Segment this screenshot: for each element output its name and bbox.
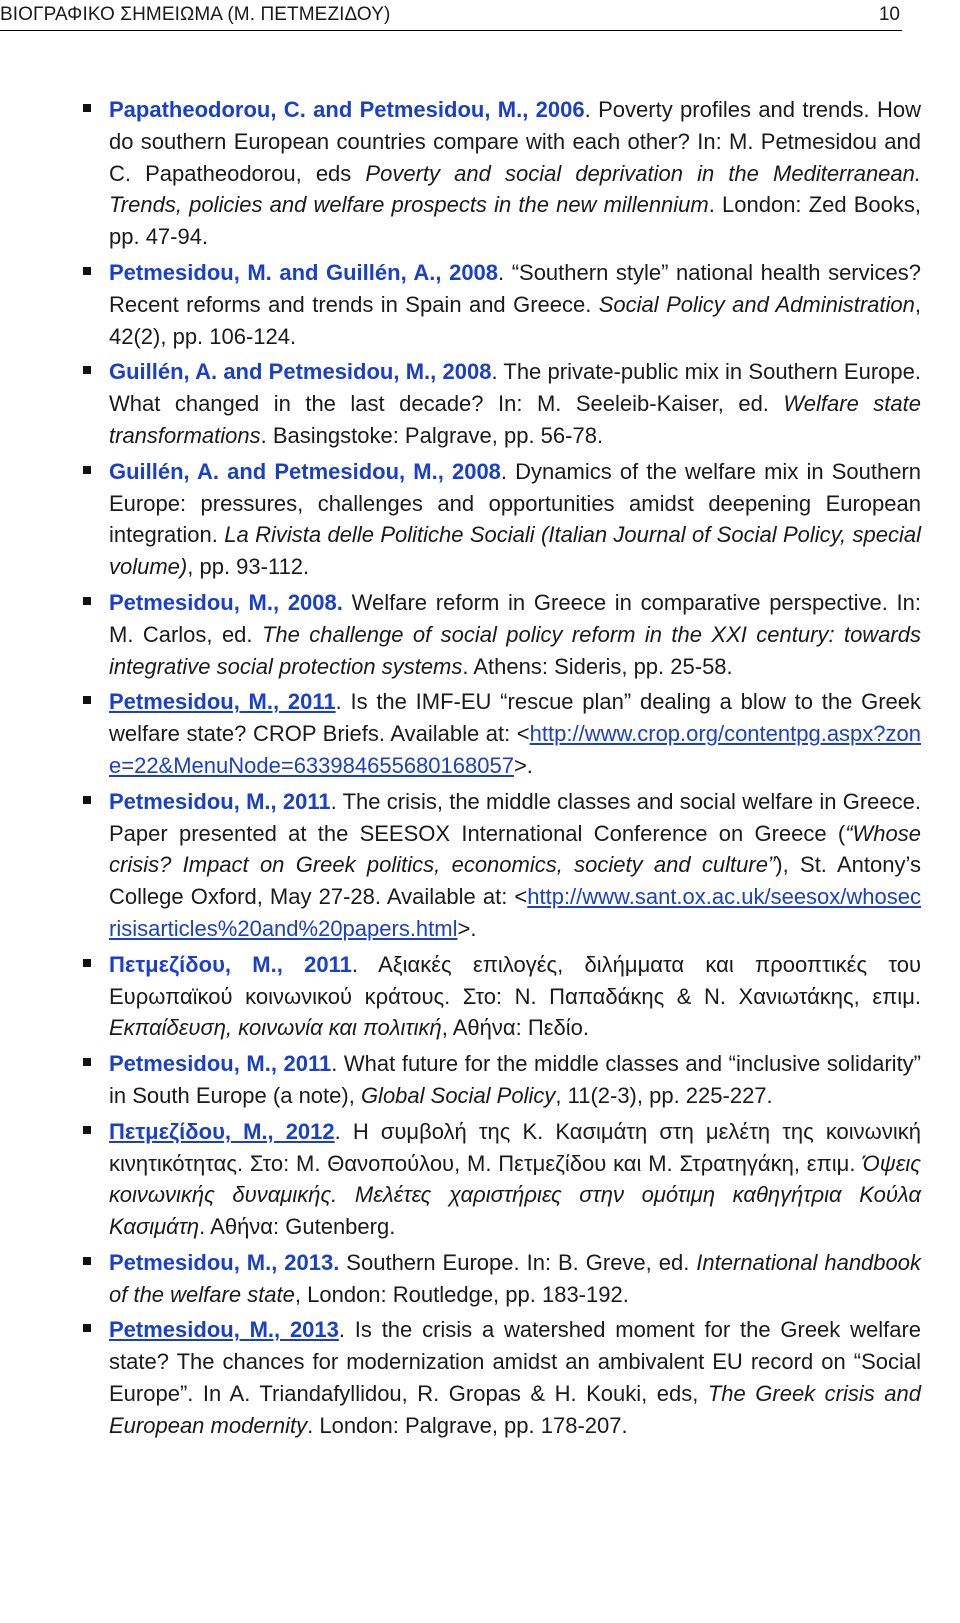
square-bullet-icon — [83, 267, 91, 275]
reference-title-italic: The Greek crisis and European modernity — [109, 1381, 921, 1438]
reference-title-italic: Global Social Policy — [360, 1082, 556, 1108]
header-title: ΒΙΟΓΡΑΦΙΚΟ ΣΗΜΕΙΩΜΑ (Μ. ΠΕΤΜΕΖΙΔΟΥ) — [0, 4, 391, 25]
reference-title-italic: Social Policy and Administration — [598, 291, 915, 317]
page-header — [0, 0, 902, 31]
square-bullet-icon — [83, 796, 91, 804]
reference-title-italic: “Whose crisis? Impact on Greek politics, economics, society and culture” — [109, 820, 921, 878]
reference-text: . The crisis, the middle classes and social welfare in Greece. Paper presented at the SEESOX International Conference on Greece ( — [109, 788, 922, 846]
reference-text: >. — [513, 752, 533, 778]
reference-text: . Athens: Sideris, pp. 25-58. — [462, 653, 733, 679]
square-bullet-icon — [83, 466, 91, 474]
reference-item — [0, 786, 921, 945]
square-bullet-icon — [83, 1058, 91, 1066]
reference-title-italic: Welfare state transformations — [109, 391, 921, 448]
reference-url-link[interactable]: http://www.sant.ox.ac.uk/seesox/whosecrisisarticles%20and%20papers.html — [109, 884, 921, 941]
reference-text: . Αθήνα: Gutenberg. — [199, 1214, 396, 1240]
reference-text: . “Southern style” national health services? Recent reforms and trends in Spain and Greece. — [109, 259, 921, 317]
square-bullet-icon — [83, 1257, 91, 1265]
reference-authors: Guillén, A. and Petmesidou, M., 2008 — [109, 458, 501, 484]
reference-item — [0, 456, 921, 583]
reference-text: Welfare reform in Greece in comparative perspective. In: M. Carlos, ed. — [109, 589, 922, 647]
reference-title-italic: Εκπαίδευση, κοινωνία και πολιτική — [109, 1015, 442, 1041]
reference-authors: Petmesidou, M., 2011 — [109, 788, 331, 814]
reference-text: . London: Palgrave, pp. 178-207. — [307, 1412, 628, 1438]
reference-text: . What future for the middle classes and “inclusive solidarity” in South Europe (a note), — [109, 1051, 922, 1108]
square-bullet-icon — [83, 597, 91, 605]
reference-title-italic: Poverty and social deprivation in the Mediterranean. Trends, policies and welfare prospects in the new millennium — [109, 160, 921, 218]
square-bullet-icon — [83, 1324, 91, 1332]
reference-text: , London: Routledge, pp. 183-192. — [294, 1281, 629, 1307]
reference-title-italic: Όψεις κοινωνικής δυναμικής. Μελέτες χαριστήριες στην ομότιμη καθηγήτρια Κούλα Κασιμάτη — [109, 1150, 921, 1240]
reference-item — [0, 1247, 921, 1311]
page-number: 10 — [878, 4, 900, 25]
reference-text: . The private-public mix in Southern Europe. What changed in the last decade? In: M. Seeleib-Kaiser, ed. — [109, 359, 921, 417]
square-bullet-icon — [83, 959, 91, 967]
reference-item — [0, 356, 921, 451]
reference-text: , Αθήνα: Πεδίο. — [441, 1015, 590, 1041]
reference-item — [0, 1116, 921, 1243]
reference-item — [0, 257, 921, 352]
reference-text: . Η συμβολή της Κ. Κασιμάτη στη μελέτη της κοινωνική κινητικότητας. Στο: Μ. Θανοπούλου, Μ. Πετμεζίδου και Μ. Στρατηγάκη, επιμ. — [109, 1118, 921, 1176]
reference-authors: Petmesidou, M., 2013. — [109, 1249, 340, 1275]
reference-text: . Dynamics of the welfare mix in Southern Europe: pressures, challenges and opportunities amidst deepening European integration. — [109, 458, 921, 548]
reference-item — [0, 94, 921, 253]
reference-text: . Αξιακές επιλογές, διλήμματα και προοπτικές του Ευρωπαϊκού κοινωνικού κράτους. Στο: Ν. Παπαδάκης & Ν. Χανιωτάκης, επιμ. — [109, 951, 922, 1009]
reference-text: . Is the crisis a watershed moment for the Greek welfare state? The chances for modernization amidst an ambivalent EU record on “Social Europe”. In A. Triandafyllidou, R. Gropas & H. Kouki, eds, — [109, 1317, 922, 1407]
reference-authors[interactable]: Petmesidou, M., 2011 — [109, 689, 336, 715]
reference-text: , pp. 93-112. — [187, 554, 310, 580]
reference-item — [0, 587, 921, 682]
reference-authors[interactable]: Petmesidou, M., 2013 — [109, 1317, 339, 1343]
reference-item — [0, 949, 921, 1044]
reference-authors: Petmesidou, M., 2011 — [109, 1051, 332, 1077]
reference-text: Southern Europe. In: B. Greve, ed. — [339, 1249, 697, 1275]
reference-list — [0, 94, 921, 1446]
reference-authors: Πετμεζίδου, Μ., 2011 — [109, 951, 352, 977]
square-bullet-icon — [83, 104, 91, 112]
reference-text: . Poverty profiles and trends. How do southern European countries compare with each other? In: M. Petmesidou and C. Papatheodorou, eds — [109, 97, 921, 186]
reference-item — [0, 1048, 921, 1112]
reference-title-italic: La Rivista delle Politiche Sociali (Italian Journal of Social Policy, special volume) — [109, 522, 921, 580]
reference-text: . Is the IMF-EU “rescue plan” dealing a blow to the Greek welfare state? CROP Briefs. Available at: < — [109, 689, 921, 747]
reference-text: , 42(2), pp. 106-124. — [109, 291, 921, 349]
reference-authors: Papatheodorou, C. and Petmesidou, M., 2006 — [109, 97, 585, 122]
reference-text: . Basingstoke: Palgrave, pp. 56-78. — [260, 422, 604, 448]
reference-text: >. — [457, 915, 477, 941]
reference-text: . London: Zed Books, pp. 47-94. — [109, 192, 922, 250]
reference-text: ), St. Antony’s College Oxford, May 27-28. Available at: < — [109, 852, 921, 910]
square-bullet-icon — [83, 696, 91, 704]
reference-authors: Petmesidou, M., 2008. — [109, 589, 343, 615]
square-bullet-icon — [83, 366, 91, 374]
reference-url-link[interactable]: http://www.crop.org/contentpg.aspx?zone=22&MenuNode=633984655680168057 — [109, 721, 921, 778]
reference-item — [0, 1314, 921, 1441]
reference-item — [0, 686, 921, 781]
reference-authors[interactable]: Πετμεζίδου, Μ., 2012 — [109, 1118, 335, 1144]
reference-title-italic: International handbook of the welfare state — [109, 1249, 921, 1307]
square-bullet-icon — [83, 1126, 91, 1134]
reference-title-italic: The challenge of social policy reform in the XXI century: towards integrative social protection systems — [109, 621, 921, 679]
reference-authors: Guillén, A. and Petmesidou, M., 2008 — [109, 359, 492, 385]
reference-authors: Petmesidou, M. and Guillén, A., 2008 — [109, 259, 499, 285]
reference-text: , 11(2-3), pp. 225-227. — [555, 1082, 773, 1108]
